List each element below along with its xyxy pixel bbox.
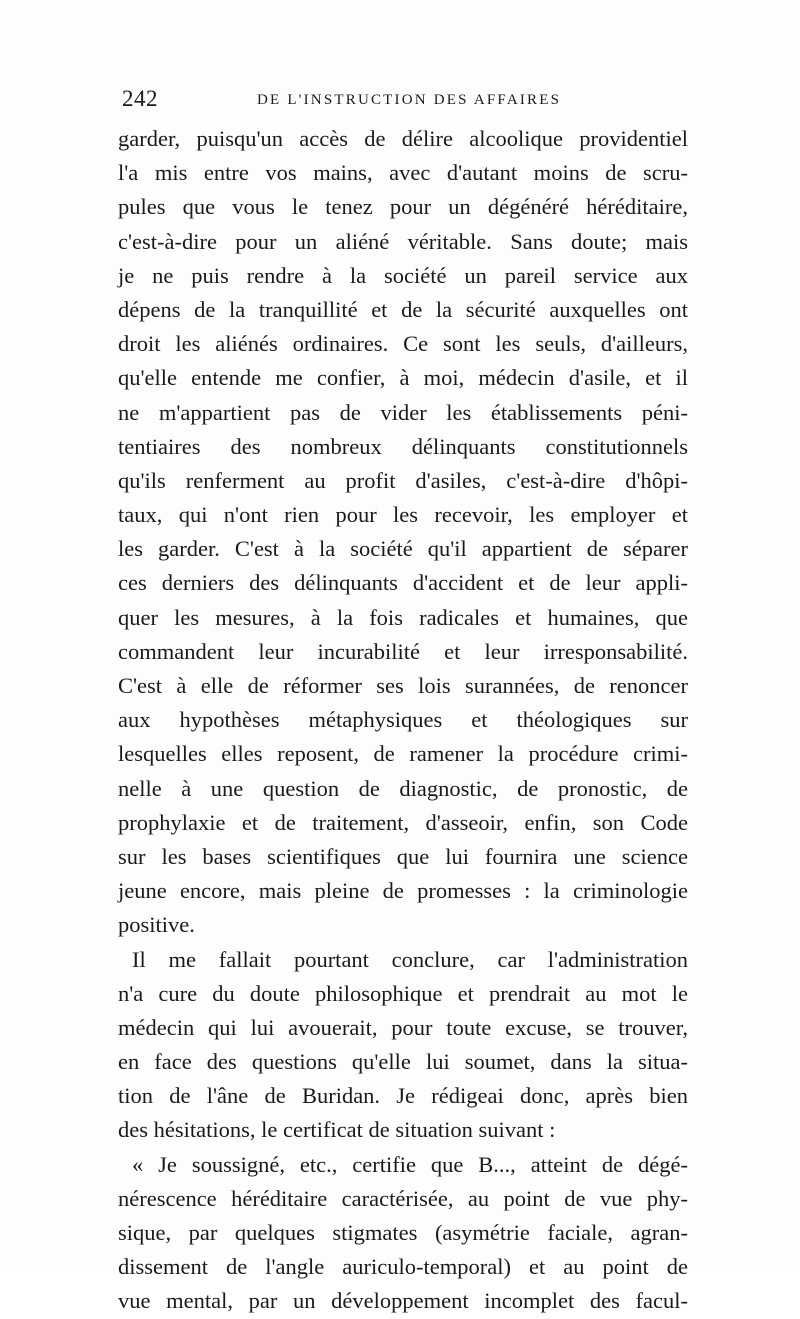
page-number: 242 [122,86,158,111]
text-line: ces derniers des délinquants d'accident et de leur appli- [118,570,688,596]
text-line: vue mental, par un développement incomplet des facul- [118,1288,688,1314]
text-line: aux hypothèses métaphysiques et théologiques sur [118,707,688,733]
text-line: médecin qui lui avouerait, pour toute excuse, se trouver, [118,1014,688,1040]
text-line: dépens de la tranquillité et de la sécurité auxquelles ont [118,296,688,322]
page-header [122,86,682,120]
text-line: sur les bases scientifiques que lui fournira une science [118,843,688,869]
text-line: nelle à une question de diagnostic, de pronostic, de [118,775,688,801]
text-line: pules que vous le tenez pour un dégénéré héréditaire, [118,194,688,220]
text-line: garder, puisqu'un accès de délire alcoolique providentiel [118,126,688,151]
text-line: prophylaxie et de traitement, d'asseoir, enfin, son Code [118,809,688,835]
text-line: qu'ils renferment au profit d'asiles, c'est-à-dire d'hôpi- [118,467,688,493]
text-line: lesquelles elles reposent, de ramener la procédure crimi- [118,741,688,767]
text-line: tion de l'âne de Buridan. Je rédigeai donc, après bien [118,1083,688,1109]
text-line: dissement de l'angle auriculo-temporal) et au point de [118,1254,688,1280]
running-head: DE L'INSTRUCTION DES AFFAIRES [257,92,562,108]
body-text [118,122,688,1319]
paragraph-end-line: positive. [118,912,195,938]
text-line: je ne puis rendre à la société un pareil service aux [118,262,688,288]
text-line: c'est-à-dire pour un aliéné véritable. Sans doute; mais [118,228,688,254]
paragraph-end-line: des hésitations, le certificat de situation suivant : [118,1117,556,1143]
text-line: taux, qui n'ont rien pour les recevoir, les employer et [118,502,688,528]
paragraph-start-line: Il me fallait pourtant conclure, car l'administration [132,946,688,972]
text-line: sique, par quelques stigmates (asymétrie faciale, agran- [118,1220,688,1245]
quotation-start-line: « Je soussigné, etc., certifie que B..., atteint de dégé- [132,1151,688,1177]
text-line: l'a mis entre vos mains, avec d'autant moins de scru- [118,160,688,186]
text-line: droit les aliénés ordinaires. Ce sont les seuls, d'ailleurs, [118,331,688,357]
text-line: qu'elle entende me confier, à moi, médecin d'asile, et il [118,365,688,391]
text-line: les garder. C'est à la société qu'il appartient de séparer [118,536,688,562]
text-line: en face des questions qu'elle lui soumet, dans la situa- [118,1049,688,1075]
text-line: nérescence héréditaire caractérisée, au point de vue phy- [118,1185,688,1211]
text-line: ne m'appartient pas de vider les établissements péni- [118,399,688,425]
text-line: n'a cure du doute philosophique et prendrait au mot le [118,980,688,1006]
text-line: jeune encore, mais pleine de promesses : la criminologie [118,878,688,904]
text-line: C'est à elle de réformer ses lois surannées, de renoncer [118,673,688,698]
text-line: commandent leur incurabilité et leur irresponsabilité. [118,638,688,664]
text-line: quer les mesures, à la fois radicales et humaines, que [118,604,688,630]
text-line: tentiaires des nombreux délinquants constitutionnels [118,433,688,459]
